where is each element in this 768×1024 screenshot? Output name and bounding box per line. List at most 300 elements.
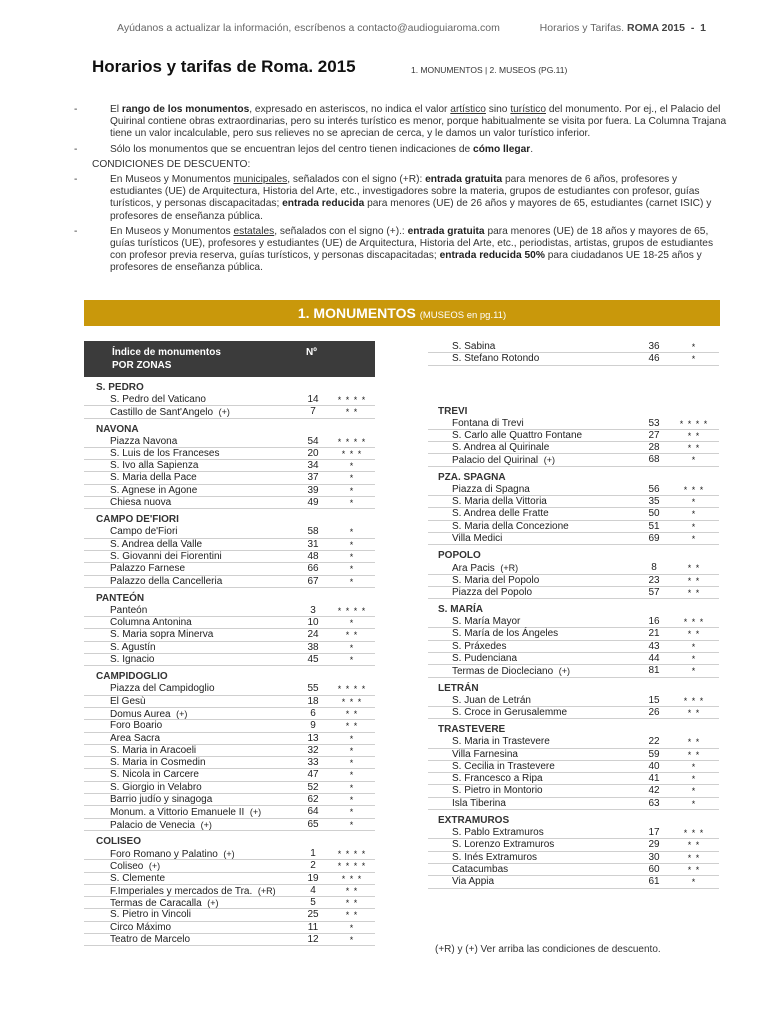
doc-label-bold: ROMA 2015 <box>627 22 685 34</box>
monument-number: 9 <box>310 720 316 732</box>
rating-stars: * * <box>687 587 701 598</box>
monument-number: 66 <box>307 563 319 575</box>
monument-row <box>84 551 375 563</box>
discount-conditions-heading: CONDICIONES DE DESCUENTO: <box>92 158 251 170</box>
monument-name: Termas de Caracalla (+) <box>110 898 219 910</box>
discount-tag: (+) <box>148 861 161 872</box>
rating-stars: * <box>349 745 355 756</box>
monument-row <box>428 641 719 653</box>
rating-stars: * <box>691 641 697 652</box>
monument-name: S. Giovanni dei Fiorentini <box>110 550 222 562</box>
discount-tag: (+) <box>558 666 570 677</box>
banner-title: 1. MONUMENTOS <box>297 305 416 321</box>
monument-row <box>84 406 375 418</box>
rating-stars: * <box>349 655 355 666</box>
monument-name: Palazzo della Cancelleria <box>110 575 223 587</box>
monument-name: S. Croce in Gerusalemme <box>452 706 568 718</box>
zone-heading: POPOLO <box>438 550 481 562</box>
monument-name: Fontana di Trevi <box>452 417 524 429</box>
monument-number: 41 <box>648 773 660 785</box>
rating-stars: * <box>349 576 355 587</box>
index-header <box>84 341 375 377</box>
monument-name: S. Stefano Rotondo <box>452 353 540 365</box>
rating-stars: * <box>691 774 697 785</box>
discount-tag: (+) <box>223 848 235 859</box>
section-banner <box>84 300 720 326</box>
monument-index-right <box>428 341 719 889</box>
monument-number: 28 <box>648 442 660 454</box>
rating-stars: * <box>349 782 355 793</box>
title-subnav: 1. MONUMENTOS | 2. MUSEOS (PG.11) <box>411 65 568 75</box>
monument-row <box>84 683 375 695</box>
discount-tag: (+R) <box>257 885 276 896</box>
rating-stars: * * * <box>683 828 705 839</box>
contact-note: Ayúdanos a actualizar la información, escríbenos a contacto@audioguiaroma.com <box>117 22 500 34</box>
rating-stars: * <box>349 733 355 744</box>
monument-row <box>428 876 719 888</box>
monument-row <box>428 418 719 430</box>
monument-name: Villa Farnesina <box>452 748 518 760</box>
monument-number: 37 <box>307 472 319 484</box>
monument-name: S. Ignacio <box>110 654 155 666</box>
rating-stars: * <box>349 770 355 781</box>
monument-number: 39 <box>307 484 319 496</box>
monument-number: 20 <box>307 447 319 459</box>
rating-stars: * <box>691 798 697 809</box>
monument-row <box>84 497 375 509</box>
monument-name: S. Maria della Concezione <box>452 520 569 532</box>
monument-row <box>428 653 719 665</box>
monument-number: 62 <box>307 794 319 806</box>
monument-row <box>428 430 719 442</box>
rating-stars: * <box>349 618 355 629</box>
rating-stars: * * <box>687 575 701 586</box>
monument-name: Domus Aurea (+) <box>110 708 188 720</box>
rating-stars: * * <box>345 898 359 909</box>
rating-stars: * * * * <box>337 848 367 859</box>
monument-name: S. Pedro del Vaticano <box>110 394 206 405</box>
rating-stars: * <box>691 509 697 520</box>
intro-paragraph-range: - El rango de los monumentos, expresado en asteriscos, no indica el valor artístico sino turístico del monumento. Por ej., el Palacio del Quirinal contiene obras extraordinarias, pero su interés turístico es menor, porque habitualmente se visita por fuera. La Columna Trajana tiene un valor incalculable, pero sus relieves no se aprecian de cerca, y le damos un valor turístico inferior. <box>74 104 727 140</box>
monument-row <box>84 769 375 781</box>
monument-number: 44 <box>648 653 660 665</box>
monument-row <box>428 695 719 707</box>
monument-name: Columna Antonina <box>110 617 192 629</box>
monument-number: 1 <box>310 847 316 859</box>
title-row <box>92 57 732 77</box>
rating-stars: * * <box>687 852 701 863</box>
monument-number: 32 <box>307 744 319 756</box>
rating-stars: * * <box>345 910 359 921</box>
zone-heading: TRASTEVERE <box>438 724 506 736</box>
zone-heading: CAMPIDOGLIO <box>96 671 168 683</box>
monument-number: 11 <box>307 921 319 933</box>
discount-tag: (+) <box>200 819 212 830</box>
monument-name: Castillo de Sant'Angelo (+) <box>110 407 230 419</box>
monument-name: Teatro de Marcelo <box>110 933 191 945</box>
rating-stars: * * * * <box>337 395 367 405</box>
zone-list-left <box>84 382 375 946</box>
monument-name: Chiesa nuova <box>110 497 172 509</box>
rating-stars: * * * * <box>337 684 367 695</box>
monument-row <box>84 696 375 708</box>
monument-number: 21 <box>648 628 660 640</box>
monument-number: 8 <box>651 562 657 574</box>
monument-number: 19 <box>307 872 319 884</box>
intro-paragraph-directions: - Sólo los monumentos que se encuentran lejos del centro tienen indicaciones de cómo llegar. <box>74 143 534 155</box>
monument-number: 23 <box>648 574 660 586</box>
monument-number: 17 <box>648 827 660 839</box>
discount-tag: (+) <box>543 455 555 466</box>
rating-stars: * <box>349 642 355 653</box>
continued-rows <box>428 341 719 366</box>
monument-number: 33 <box>307 757 319 769</box>
monument-row <box>84 873 375 885</box>
rating-stars: * * <box>345 708 359 719</box>
monument-name: Coliseo (+) <box>110 861 161 873</box>
monument-name: Piazza del Popolo <box>452 586 533 598</box>
rating-stars: * <box>349 527 355 538</box>
rating-stars: * <box>691 521 697 532</box>
monument-row <box>428 454 719 466</box>
discount-tag: (+) <box>249 807 262 818</box>
zone-heading: EXTRAMUROS <box>438 815 510 827</box>
monument-name: Monum. a Vittorio Emanuele II (+) <box>110 807 262 819</box>
monument-row <box>428 484 719 496</box>
monument-row <box>84 860 375 872</box>
monument-row <box>84 617 375 629</box>
monument-number: 52 <box>307 781 319 793</box>
monument-row <box>428 736 719 748</box>
monument-row <box>428 442 719 454</box>
monument-row <box>84 576 375 588</box>
monument-name: S. Maria del Popolo <box>452 574 540 586</box>
monument-row <box>428 749 719 761</box>
monument-name: El Gesù <box>110 695 146 707</box>
monument-number: 42 <box>648 785 660 797</box>
monument-name: Catacumbas <box>452 863 509 875</box>
rating-stars: * <box>349 485 355 496</box>
index-header-title: Índice de monumentos <box>112 347 221 358</box>
rating-stars: * * <box>687 749 701 760</box>
monument-number: 81 <box>648 665 660 677</box>
rating-stars: * * <box>345 721 359 732</box>
monument-row <box>84 733 375 745</box>
monument-name: S. Andrea della Valle <box>110 538 203 550</box>
monument-name: S. Pablo Extramuros <box>452 827 544 839</box>
intro-text <box>74 104 732 278</box>
monument-row <box>84 539 375 551</box>
monument-number: 26 <box>648 706 660 718</box>
rating-stars: * * * <box>683 695 705 706</box>
monument-number: 40 <box>648 760 660 772</box>
monument-name: Piazza di Spagna <box>452 483 530 495</box>
monument-name: Palazzo Farnese <box>110 563 186 575</box>
monument-name: S. Maria in Aracoeli <box>110 744 197 756</box>
rating-stars: * * <box>687 629 701 640</box>
monument-name: Barrio judío y sinagoga <box>110 794 213 806</box>
monument-name: S. Maria in Cosmedin <box>110 757 206 769</box>
monument-number: 27 <box>648 429 660 441</box>
zone-heading: NAVONA <box>96 423 139 435</box>
rating-stars: * <box>349 473 355 484</box>
monument-name: Campo de'Fiori <box>110 526 178 538</box>
rating-stars: * <box>691 877 697 888</box>
monument-name: Ara Pacis (+R) <box>452 563 519 575</box>
monument-number: 35 <box>648 496 660 508</box>
monument-name: Piazza del Campidoglio <box>110 683 215 695</box>
monument-name: Piazza Navona <box>110 435 178 447</box>
monument-row <box>84 782 375 794</box>
monument-row <box>84 526 375 538</box>
monument-row <box>84 757 375 769</box>
monument-name: S. Andrea al Quirinale <box>452 442 550 454</box>
rating-stars: * * * <box>683 484 705 495</box>
monument-name: Foro Romano y Palatino (+) <box>110 848 235 860</box>
monument-number: 64 <box>307 806 319 818</box>
monument-row <box>428 839 719 851</box>
monument-number: 14 <box>307 394 319 405</box>
zone-list-right <box>428 406 719 889</box>
monument-name: S. Pudenciana <box>452 653 518 665</box>
intro-paragraph-municipal: - En Museos y Monumentos municipales, señalados con el signo (+R): entrada gratuita para menores de 6 años, profesores y estudiantes (UE) de Arquitectura, Historia del Arte, etc., investigadores sobre la materia, grupos de estudiantes con profesor, guías turísticos, y personas discapacitadas; entrada reducida para menores (UE) de 26 años y mayores de 65, estudiantes (carnet ISIC) y profesores de enseñanza pública. <box>74 174 712 222</box>
monument-row <box>84 394 375 406</box>
doc-label-text: Horarios y Tarifas. <box>539 22 625 34</box>
monument-number: 24 <box>307 629 319 641</box>
monument-row <box>428 616 719 628</box>
monument-index-left <box>84 341 375 946</box>
rating-stars: * <box>349 795 355 806</box>
rating-stars: * * <box>345 630 359 641</box>
index-header-number: Nº <box>306 347 317 358</box>
monument-number: 46 <box>648 353 660 365</box>
monument-row <box>84 485 375 497</box>
monument-name: S. Juan de Letrán <box>452 694 531 706</box>
monument-number: 65 <box>307 818 319 830</box>
monument-name: Circo Máximo <box>110 921 172 933</box>
monument-number: 5 <box>310 897 316 909</box>
rating-stars: * <box>691 666 697 677</box>
monument-name: S. Pietro in Vincoli <box>110 909 191 921</box>
rating-stars: * * <box>345 885 359 896</box>
monument-row <box>84 563 375 575</box>
rating-stars: * <box>691 786 697 797</box>
monument-name: S. Práxedes <box>452 640 507 652</box>
monument-row <box>84 448 375 460</box>
page-sep: - <box>690 22 695 34</box>
rating-stars: * <box>349 498 355 509</box>
monument-number: 59 <box>648 748 660 760</box>
monument-row <box>84 885 375 897</box>
monument-number: 13 <box>307 732 319 744</box>
monument-name: S. María Mayor <box>452 616 521 628</box>
monument-name: S. Pietro in Montorio <box>452 785 543 797</box>
monument-name: Palacio de Venecia (+) <box>110 819 212 831</box>
monument-row <box>428 575 719 587</box>
monument-number: 54 <box>307 435 319 447</box>
rating-stars: * <box>349 807 355 818</box>
monument-row <box>84 909 375 921</box>
monument-row <box>84 745 375 757</box>
rating-stars: * <box>691 342 697 352</box>
rating-stars: * * <box>687 840 701 851</box>
monument-number: 3 <box>310 604 316 616</box>
monument-row <box>428 707 719 719</box>
monument-row <box>84 794 375 806</box>
rating-stars: * * * <box>341 873 363 884</box>
monument-name: S. Maria in Trastevere <box>452 736 550 748</box>
monument-row <box>428 628 719 640</box>
monument-row <box>428 785 719 797</box>
monument-number: 45 <box>307 654 319 666</box>
monument-number: 51 <box>648 520 660 532</box>
monument-name: S. Maria della Pace <box>110 472 197 484</box>
monument-row <box>428 562 719 574</box>
monument-row <box>84 605 375 617</box>
discount-tag: (+) <box>207 898 219 909</box>
monument-row <box>428 761 719 773</box>
monument-name: S. Agustín <box>110 641 156 653</box>
monument-name: S. Maria sopra Minerva <box>110 629 214 641</box>
rating-stars: * * * * <box>337 605 367 616</box>
monument-number: 2 <box>310 860 316 872</box>
monument-name: S. Lorenzo Extramuros <box>452 839 555 851</box>
monument-name: Panteón <box>110 604 148 616</box>
rating-stars: * <box>349 539 355 550</box>
monument-name: S. Giorgio in Velabro <box>110 781 202 793</box>
monument-name: S. Andrea delle Fratte <box>452 508 549 520</box>
monument-name: S. Inés Extramuros <box>452 851 538 863</box>
monument-name: S. Clemente <box>110 872 166 884</box>
monument-name: S. Agnese in Agone <box>110 484 198 496</box>
monument-number: 68 <box>648 454 660 466</box>
monument-number: 30 <box>648 851 660 863</box>
rating-stars: * * * * <box>679 418 709 429</box>
monument-row <box>428 665 719 677</box>
zone-heading: PANTEÓN <box>96 592 145 604</box>
monument-row <box>84 848 375 860</box>
monument-row <box>428 496 719 508</box>
rating-stars: * * <box>687 864 701 875</box>
monument-row <box>84 436 375 448</box>
monument-row <box>428 852 719 864</box>
monument-number: 57 <box>648 586 660 598</box>
rating-stars: * <box>691 654 697 665</box>
monument-row <box>428 341 719 353</box>
zone-heading: PZA. SPAGNA <box>438 471 506 483</box>
monument-number: 29 <box>648 839 660 851</box>
zone-heading: LETRÁN <box>438 682 479 694</box>
monument-number: 69 <box>648 532 660 544</box>
rating-stars: * * <box>687 707 701 718</box>
monument-row <box>84 654 375 666</box>
rating-stars: * <box>349 819 355 830</box>
monument-row <box>428 521 719 533</box>
rating-stars: * * * <box>341 696 363 707</box>
monument-name: Isla Tiberina <box>452 797 506 809</box>
monument-number: 43 <box>648 640 660 652</box>
monument-number: 34 <box>307 460 319 472</box>
monument-number: 63 <box>648 797 660 809</box>
monument-row <box>84 897 375 909</box>
rating-stars: * <box>691 455 697 466</box>
monument-name: S. Carlo alle Quattro Fontane <box>452 429 583 441</box>
discount-tag: (+R) <box>500 563 519 574</box>
monument-name: S. Cecilia in Trastevere <box>452 760 555 772</box>
monument-row <box>84 472 375 484</box>
monument-number: 38 <box>307 641 319 653</box>
monument-name: S. María de los Ángeles <box>452 628 559 640</box>
monument-number: 4 <box>310 884 316 896</box>
monument-row <box>428 773 719 785</box>
rating-stars: * <box>349 551 355 562</box>
monument-number: 47 <box>307 769 319 781</box>
monument-number: 56 <box>648 483 660 495</box>
monument-row <box>84 642 375 654</box>
rating-stars: * <box>691 533 697 544</box>
monument-number: 7 <box>310 406 316 418</box>
rating-stars: * <box>349 922 355 933</box>
monument-name: Via Appia <box>452 876 495 888</box>
monument-number: 25 <box>307 909 319 921</box>
monument-row <box>84 720 375 732</box>
footnote: (+R) y (+) Ver arriba las condiciones de descuento. <box>435 944 661 955</box>
discount-tag: (+) <box>176 708 188 719</box>
monument-name: Villa Medici <box>452 532 503 544</box>
monument-name: S. Maria della Vittoria <box>452 496 547 508</box>
monument-number: 49 <box>307 497 319 509</box>
monument-row <box>428 798 719 810</box>
rating-stars: * * * <box>341 448 363 459</box>
monument-name: S. Nicola in Carcere <box>110 769 199 781</box>
monument-number: 60 <box>648 863 660 875</box>
discount-tag: (+) <box>218 407 230 418</box>
monument-row <box>84 819 375 831</box>
rating-stars: * <box>691 354 697 365</box>
monument-name: S. Sabina <box>452 341 496 352</box>
monument-row <box>428 353 719 365</box>
monument-name: S. Luis de los Franceses <box>110 447 220 459</box>
page-number: 1 <box>700 22 706 34</box>
monument-name: Area Sacra <box>110 732 161 744</box>
rating-stars: * <box>691 497 697 508</box>
rating-stars: * * * * <box>337 861 367 872</box>
zone-heading: S. PEDRO <box>96 382 144 393</box>
intro-paragraph-state: - En Museos y Monumentos estatales, señalados con el signo (+).: entrada gratuita para menores (UE) de 18 años y mayores de 65, guías turísticos (UE), profesores y estudiantes (UE) de Arquitectura, Historia del Arte, etc., periodistas, artistas, grupos de estudiantes con profesor previa reserva, guías turísticos, y personas discapacitadas; entrada reducida 50% para ciudadanos UE 18-25 años y profesores de enseñanza pública. <box>74 225 714 274</box>
monument-name: F.Imperiales y mercados de Tra. (+R) <box>110 885 276 897</box>
monument-row <box>84 934 375 946</box>
monument-number: 53 <box>648 417 660 429</box>
monument-name: S. Ivo alla Sapienza <box>110 460 199 472</box>
monument-number: 55 <box>307 683 319 695</box>
rating-stars: * * <box>687 430 701 441</box>
rating-stars: * * * <box>683 617 705 628</box>
banner-subtitle: (MUSEOS en pg.11) <box>419 310 507 321</box>
rating-stars: * <box>349 934 355 945</box>
monument-row <box>428 533 719 545</box>
monument-number: 31 <box>307 538 319 550</box>
monument-row <box>428 827 719 839</box>
monument-number: 58 <box>307 526 319 538</box>
page-title: Horarios y tarifas de Roma. 2015 <box>92 57 356 76</box>
rating-stars: * * * * <box>337 436 367 447</box>
monument-row <box>84 708 375 720</box>
zone-heading: COLISEO <box>96 835 142 847</box>
monument-row <box>84 922 375 934</box>
rating-stars: * <box>349 758 355 769</box>
rating-stars: * <box>691 761 697 772</box>
monument-row <box>428 587 719 599</box>
